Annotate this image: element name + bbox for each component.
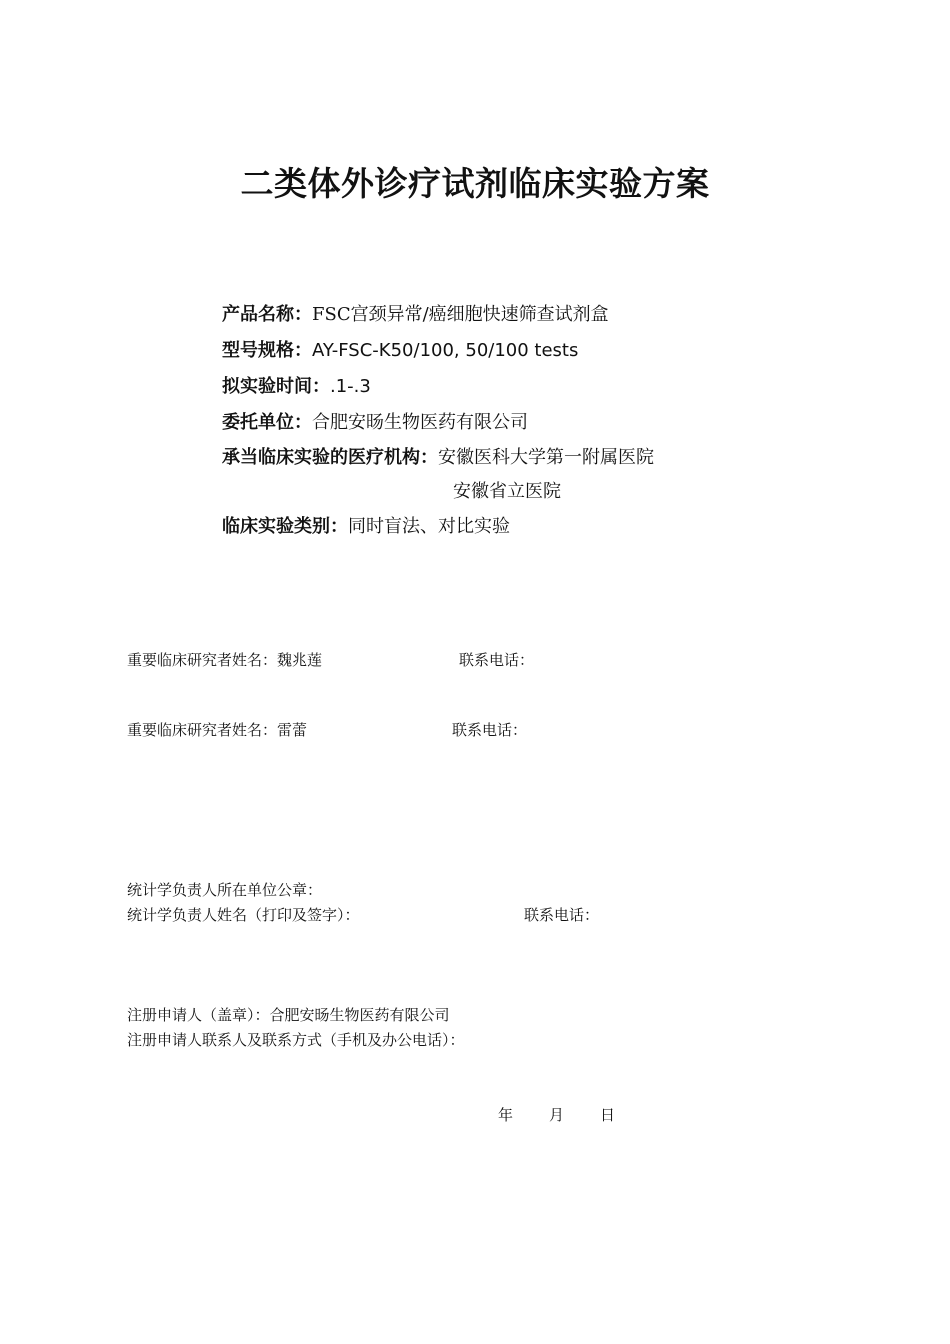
- investigator-1-phone-label: 联系电话：: [459, 651, 535, 669]
- model-spec-label: 型号规格：: [222, 340, 312, 361]
- statistics-name-label: 统计学负责人姓名（打印及签字）：: [127, 906, 360, 924]
- investigator-2: [127, 720, 307, 740]
- institution-value: 安徽医科大学第一附属医院: [438, 447, 654, 468]
- product-name-value: FSC宫颈异常/癌细胞快速筛查试剂盒: [312, 304, 609, 325]
- trial-time-value: .1-.3: [330, 376, 371, 397]
- info-sponsor: [222, 411, 528, 435]
- date-year: 年: [498, 1106, 514, 1124]
- investigator-name: 魏兆莲: [277, 651, 323, 669]
- trial-type-label: 临床实验类别：: [222, 516, 348, 537]
- investigator-name-label: 重要临床研究者姓名：: [127, 721, 278, 739]
- applicant-seal-line: 注册申请人（盖章）：合肥安旸生物医药有限公司: [127, 1006, 450, 1024]
- investigator-1: [127, 650, 322, 670]
- trial-type-value: 同时盲法、对比实验: [348, 516, 510, 537]
- institution-value-2: 安徽省立医院: [453, 481, 561, 502]
- info-trial-type: [222, 515, 510, 539]
- investigator-name-label: 重要临床研究者姓名：: [127, 651, 278, 669]
- sponsor-label: 委托单位：: [222, 412, 312, 433]
- investigator-2-phone-label: 联系电话：: [452, 721, 528, 739]
- applicant-contact-line: 注册申请人联系人及联系方式（手机及办公电话）：: [127, 1031, 465, 1049]
- trial-time-label: 拟实验时间：: [222, 376, 330, 397]
- info-model-spec: [222, 339, 578, 363]
- investigator-name: 雷蕾: [277, 721, 308, 739]
- sponsor-value: 合肥安旸生物医药有限公司: [312, 412, 528, 433]
- product-name-label: 产品名称：: [222, 304, 312, 325]
- date-day: 日: [600, 1106, 616, 1124]
- institution-label: 承当临床实验的医疗机构：: [222, 447, 438, 468]
- info-trial-time: [222, 375, 371, 399]
- info-institution: [222, 446, 654, 470]
- info-product-name: [222, 303, 609, 327]
- date-month: 月: [549, 1106, 565, 1124]
- statistics-phone-label: 联系电话：: [524, 906, 600, 924]
- model-spec-value: AY-FSC-K50/100, 50/100 tests: [312, 340, 579, 361]
- document-title: 二类体外诊疗试剂临床实验方案: [240, 164, 710, 203]
- statistics-seal-label: 统计学负责人所在单位公章：: [127, 881, 323, 899]
